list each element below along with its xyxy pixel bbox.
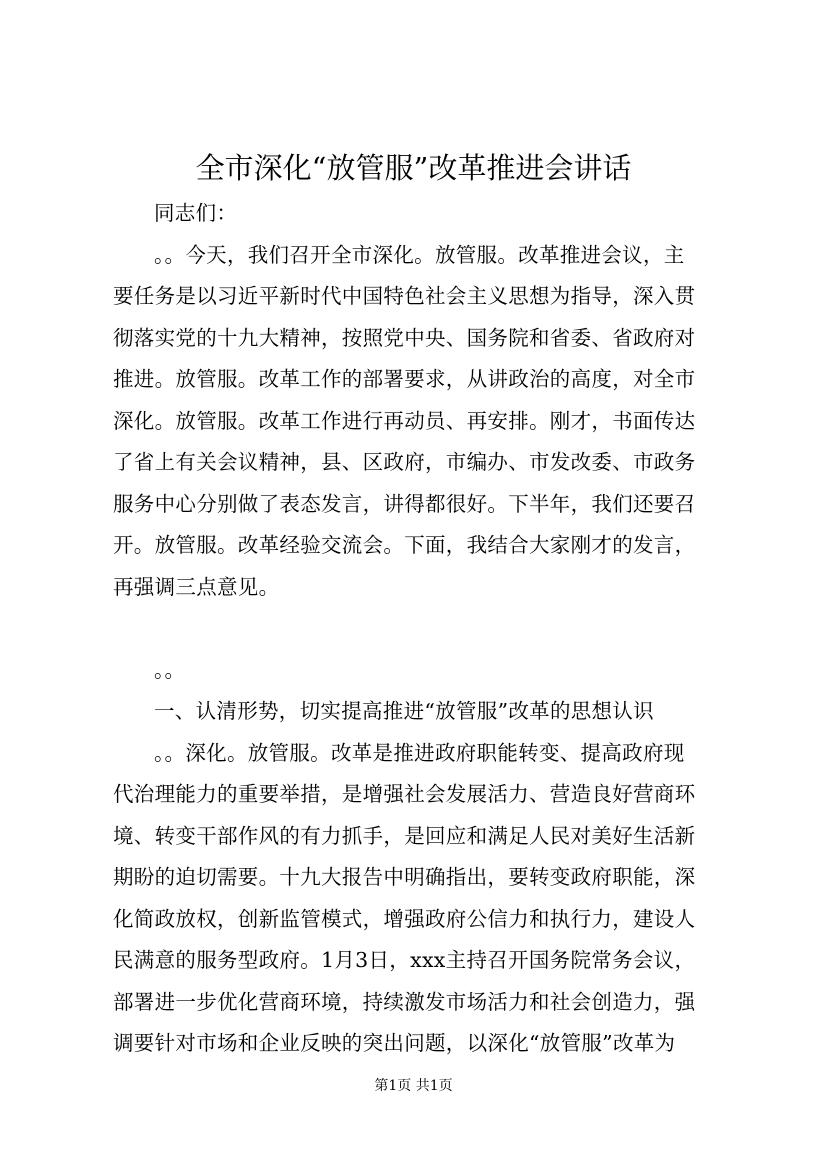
body-line: 代治理能力的重要举措，是增强社会发展活力、营造良好营商环 xyxy=(113,782,696,806)
body-line: 部署进一步优化营商环境，持续激发市场活力和社会创造力，强 xyxy=(113,989,696,1014)
body-line: 境、转变干部作风的有力抓手，是回应和满足人民对美好生活新 xyxy=(113,823,696,848)
body-line: 。。 xyxy=(154,657,186,682)
body-line: 深化。放管服。改革工作进行再动员、再安排。刚才，书面传达 xyxy=(113,408,696,433)
body-line: 同志们： xyxy=(154,201,238,225)
body-line: 再强调三点意见。 xyxy=(113,574,280,599)
body-line: 彻落实党的十九大精神，按照党中央、国务院和省委、省政府对 xyxy=(113,325,696,350)
body-line: 开。放管服。改革经验交流会。下面，我结合大家刚才的发言， xyxy=(113,533,696,557)
body-line: 。。今天，我们召开全市深化。放管服。改革推进会议，主 xyxy=(154,242,685,267)
body-line: 要任务是以习近平新时代中国特色社会主义思想为指导，深入贯 xyxy=(113,284,696,308)
document-title: 全市深化“放管服”改革推进会讲话 xyxy=(195,151,632,185)
document-body xyxy=(113,193,723,1065)
body-line: 服务中心分别做了表态发言，讲得都很好。下半年，我们还要召 xyxy=(113,491,696,516)
body-line: 民满意的服务型政府。1月3日，xxx主持召开国务院常务会议， xyxy=(113,948,696,972)
body-line: 了省上有关会议精神，县、区政府，市编办、市发改委、市政务 xyxy=(113,450,696,474)
body-line: 推进。放管服。改革工作的部署要求，从讲政治的高度，对全市 xyxy=(113,367,696,391)
page-number-footer: 第1页 共1页 xyxy=(374,1078,453,1094)
body-line: 期盼的迫切需要。十九大报告中明确指出，要转变政府职能，深 xyxy=(113,865,696,889)
body-line: 。。深化。放管服。改革是推进政府职能转变、提高政府现 xyxy=(154,740,685,765)
body-line: 调要针对市场和企业反映的突出问题，以深化“放管服”改革为 xyxy=(113,1031,676,1055)
section-heading: 一、认清形势，切实提高推进“放管服”改革的思想认识 xyxy=(154,699,654,723)
body-line: 化简政放权，创新监管模式，增强政府公信力和执行力，建设人 xyxy=(113,906,696,931)
body-line xyxy=(113,608,723,650)
